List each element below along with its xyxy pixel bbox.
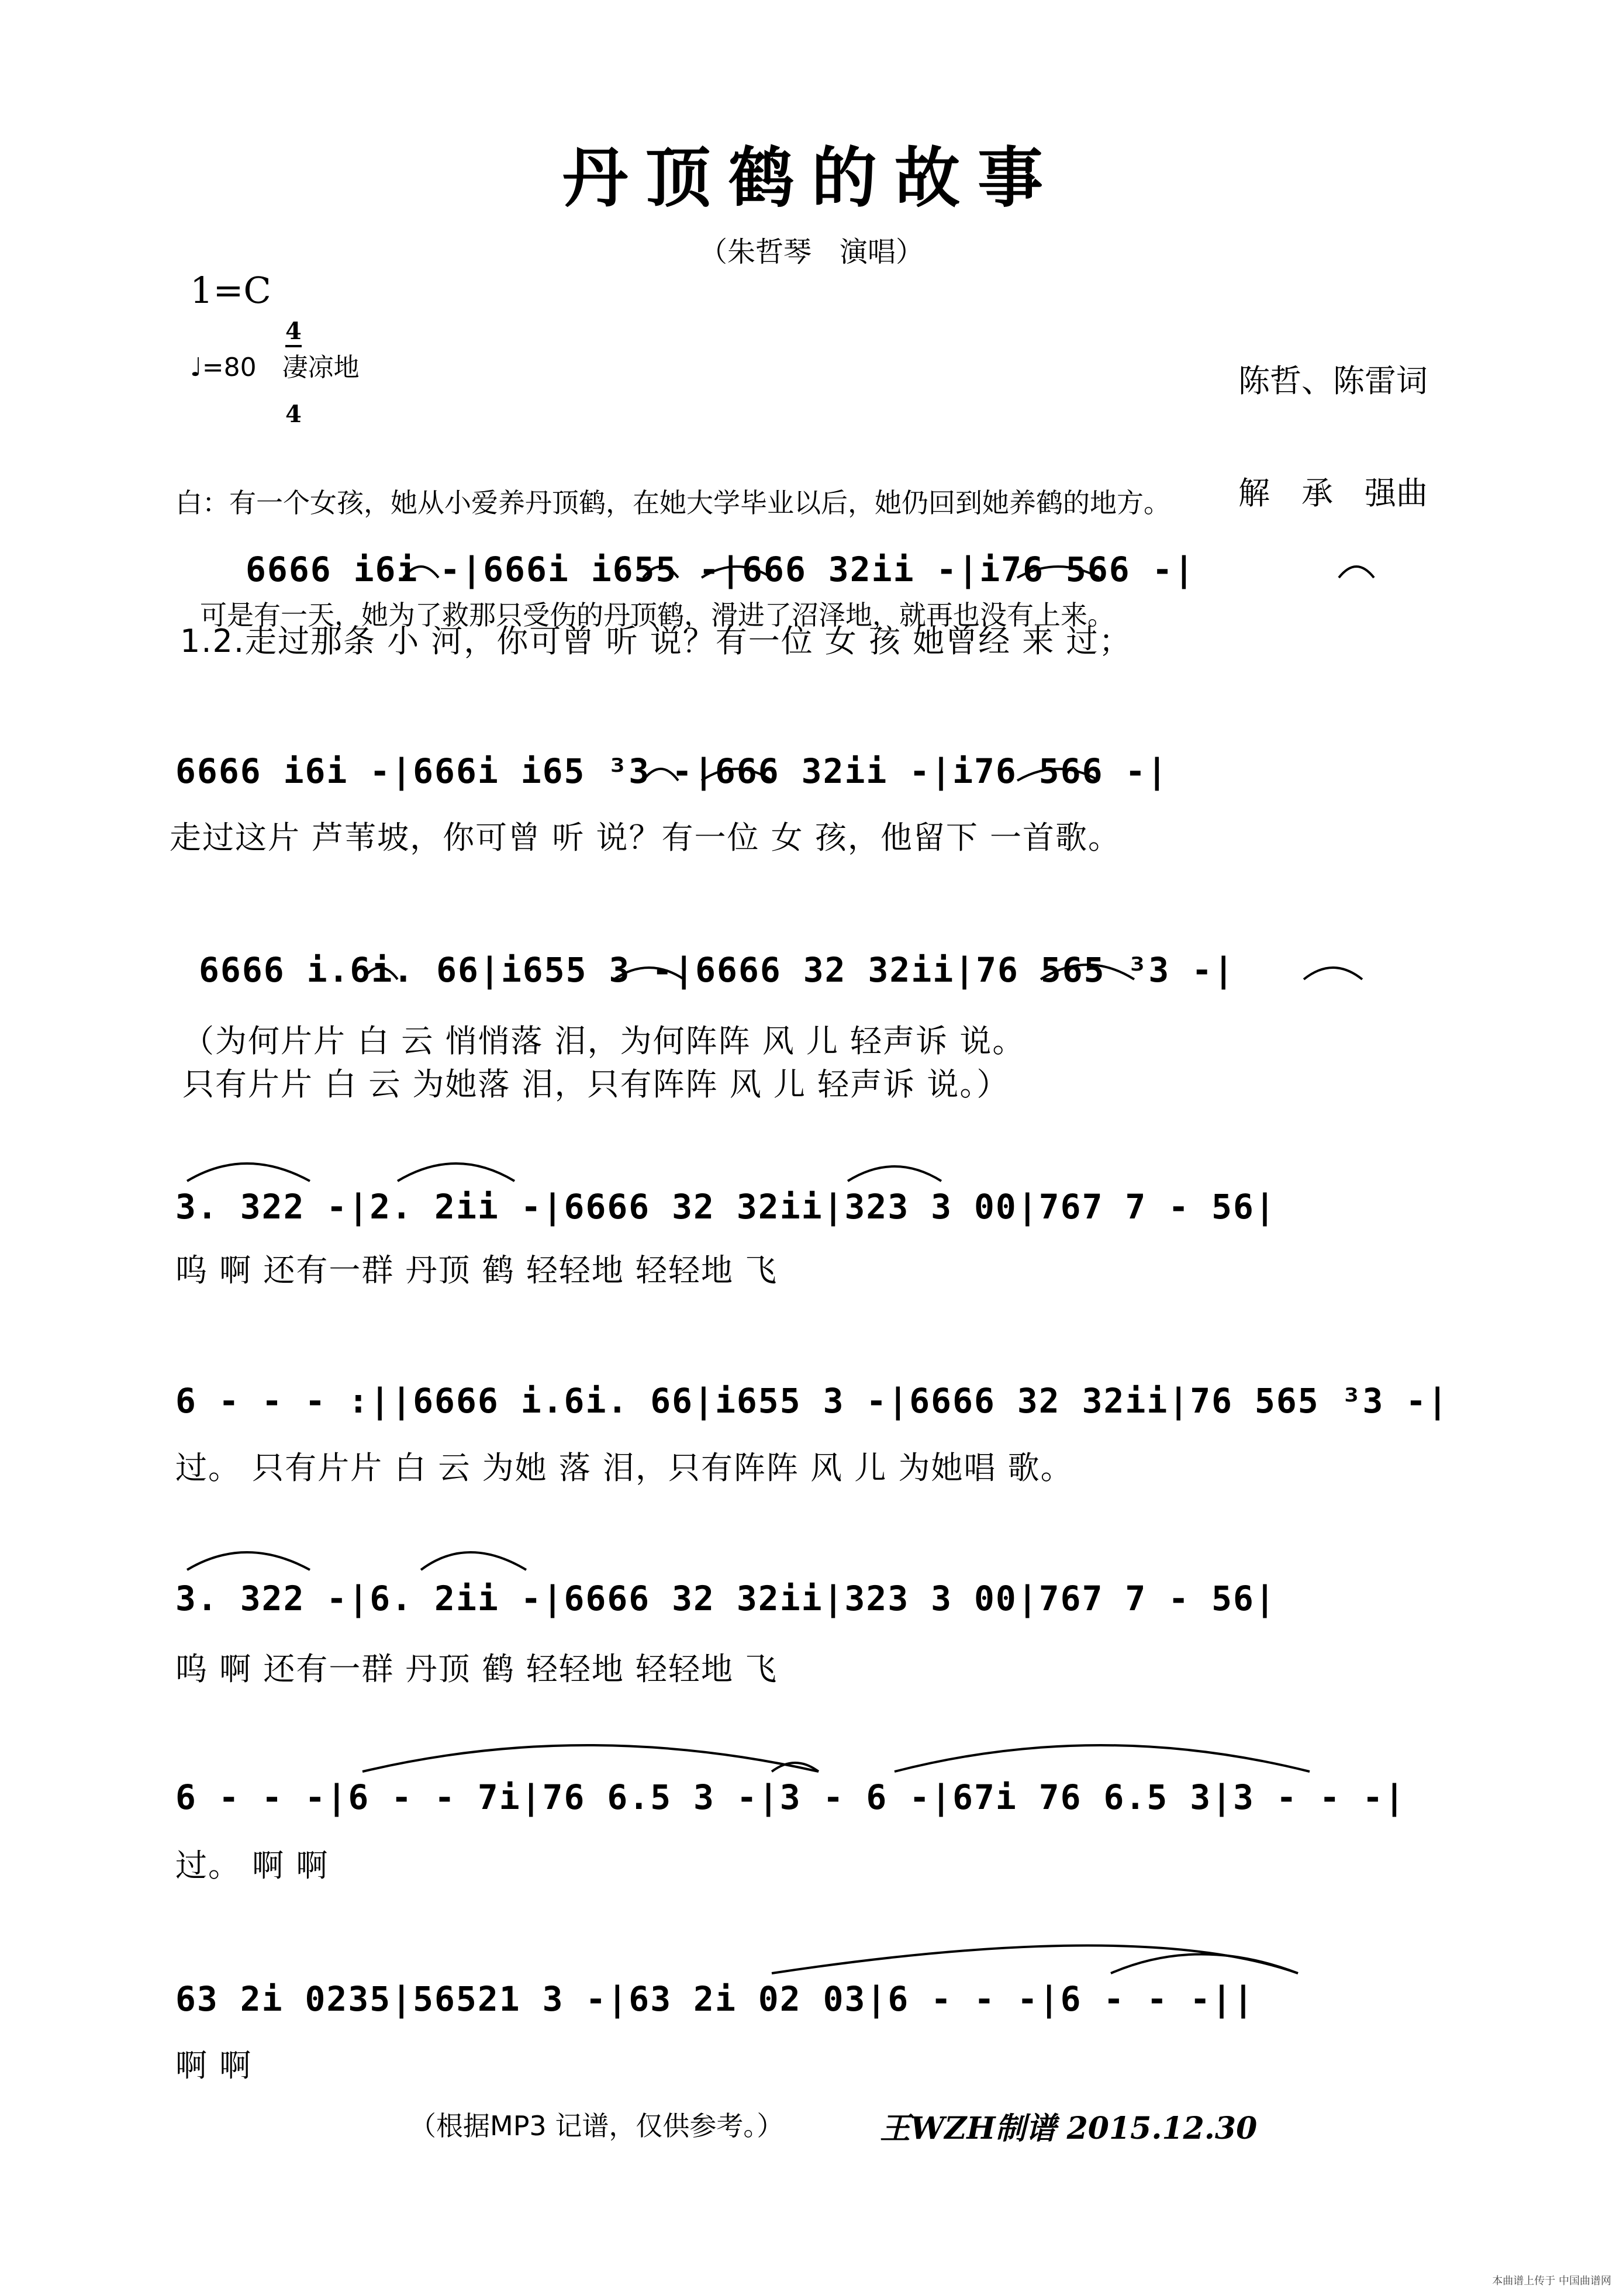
score-row-8-lyrics: 啊 啊 <box>175 2047 253 2084</box>
score-row-6-lyrics: 呜 啊 还有一群 丹顶 鹤 轻轻地 轻轻地 飞 <box>175 1651 778 1687</box>
slur <box>848 1166 941 1181</box>
transcription-note: （根据MP3 记谱，仅供参考。） <box>409 2110 784 2142</box>
score-row-3-lyrics-verse-2: 只有片片 白 云 为她落 泪，只有阵阵 风 儿 轻声诉 说。） <box>182 1066 1010 1103</box>
slur <box>421 1552 526 1570</box>
score-row-2-lyrics: 走过这片 芦苇坡，你可曾 听 说？有一位 女 孩，他留下 一首歌。 <box>170 819 1121 856</box>
slur <box>1041 965 1134 979</box>
slur <box>702 769 772 781</box>
score-row-1-notes: 6666 i6i -|666i i655 -|666 32ii -|i76 566 -| <box>246 550 1196 589</box>
composer: 解 承 强曲 <box>1238 475 1428 512</box>
score-row-5-notes: 6 - - - :||6666 i.6i. 66|i655 3 -|6666 32 32ii|76 565 ³3 -| <box>175 1381 1449 1421</box>
lyricist: 陈哲、陈雷词 <box>1238 362 1428 399</box>
score-row-2-notes: 6666 i6i -|666i i65 ³3 -|666 32ii -|i76 566 -| <box>175 751 1169 791</box>
slur <box>1017 769 1099 781</box>
slur <box>1304 968 1362 979</box>
page-title: 丹顶鹤的故事 <box>562 140 1061 216</box>
slur <box>362 968 398 979</box>
watermark: 本曲谱上传于 中国曲谱网 <box>1492 2275 1611 2287</box>
tempo-marking: ♩=80 凄凉地 <box>190 353 360 382</box>
score-row-4-notes: 3. 322 -|2. 2ii -|6666 32 32ii|323 3 00|767 7 - 56| <box>175 1187 1276 1227</box>
slur <box>772 1946 1298 1974</box>
score-row-8-notes: 63 2i 0235|56521 3 -|63 2i 02 03|6 - - -|6 - - -|| <box>175 1979 1255 2019</box>
slur <box>1111 1955 1298 1974</box>
time-signature-bottom: 4 <box>285 400 302 428</box>
slur <box>614 968 684 979</box>
slur <box>643 769 678 781</box>
time-signature-top: 4 <box>285 318 302 347</box>
score-row-1-lyrics: 1.2.走过那条 小 河，你可曾 听 说？有一位 女 孩 她曾经 来 过； <box>180 623 1132 660</box>
slur <box>398 1163 514 1181</box>
key-signature: 1=C <box>190 269 271 312</box>
intro-line-1: 白：有一个女孩，她从小爱养丹顶鹤，在她大学毕业以后，她仍回到她养鹤的地方。 <box>175 487 1170 519</box>
slur <box>643 567 678 578</box>
slur <box>1017 567 1099 578</box>
transcriber-signature: 王WZH制谱 2015.12.30 <box>880 2111 1258 2146</box>
slur <box>187 1552 310 1570</box>
slur <box>403 567 438 578</box>
score-row-5-lyrics: 过。 只有片片 白 云 为她 落 泪，只有阵阵 风 儿 为她唱 歌。 <box>175 1449 1073 1486</box>
slur <box>1339 567 1374 578</box>
slur <box>702 567 772 578</box>
score-row-7-lyrics: 过。 啊 啊 <box>175 1847 329 1884</box>
slur <box>362 1745 819 1772</box>
score-row-4-lyrics: 呜 啊 还有一群 丹顶 鹤 轻轻地 轻轻地 飞 <box>175 1252 778 1289</box>
score-row-3-lyrics-verse-1: （为何片片 白 云 悄悄落 泪，为何阵阵 风 儿 轻声诉 说。 <box>182 1023 1025 1059</box>
score-row-7-notes: 6 - - -|6 - - 7i|76 6.5 3 -|3 - 6 -|67i 76 6.5 3|3 - - -| <box>175 1777 1406 1817</box>
slur <box>895 1745 1310 1772</box>
singer-credit: （朱哲琴 演唱） <box>699 236 924 268</box>
slur <box>187 1163 310 1181</box>
score-row-3-notes: 6666 i.6i. 66|i655 3 -|6666 32 32ii|76 565 ³3 -| <box>199 950 1235 990</box>
intro-line-2: 可是有一天，她为了救那只受伤的丹顶鹤，滑进了沼泽地，就再也没有上来。 <box>200 599 1114 631</box>
score-row-6-notes: 3. 322 -|6. 2ii -|6666 32 32ii|323 3 00|767 7 - 56| <box>175 1579 1276 1618</box>
